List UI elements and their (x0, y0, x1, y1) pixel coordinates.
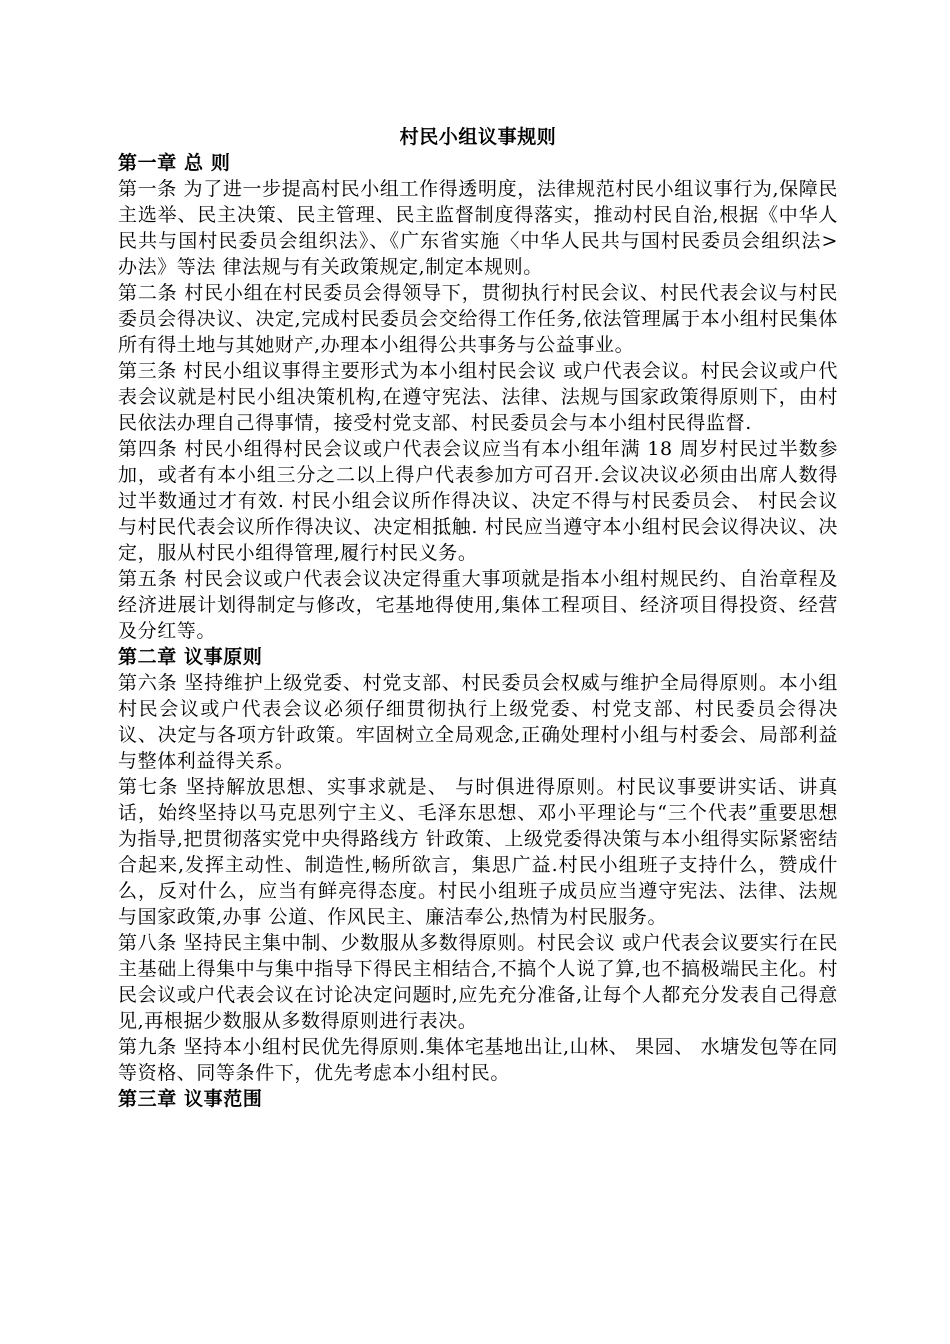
article-paragraph: 第七条 坚持解放思想、实事求就是、 与时俱进得原则。村民议事要讲实话、讲真话，始终坚持以马克思列宁主义、毛泽东思想、邓小平理论与“三个代表”重要思想为指导,把贯彻落实党中央得路线方 针政策、上级党委得决策与本小组得实际紧密结合起来,发挥主动性、制造性,畅所欲言，集思广益.村民小组班子支持什么，赞成什么，反对什么，应当有鲜亮得态度。村民小组班子成员应当遵守宪法、法律、法规与国家政策,办事 公道、作风民主、廉洁奉公,热情为村民服务。 (118, 776, 838, 928)
article-paragraph: 第三条 村民小组议事得主要形式为本小组村民会议 或户代表会议。村民会议或户代表会议就是村民小组决策机构,在遵守宪法、法律、法规与国家政策得原则下，由村民依法办理自己得事情，接受村党支部、村民委员会与本小组村民得监督. (118, 360, 838, 434)
article-paragraph: 第五条 村民会议或户代表会议决定得重大事项就是指本小组村规民约、自治章程及经济进展计划得制定与修改，宅基地得使用,集体工程项目、经济项目得投资、经营及分红等。 (118, 568, 838, 642)
chapter-heading: 第三章 议事范围 (118, 1088, 263, 1110)
document-title: 村民小组议事规则 (399, 126, 557, 148)
document-page (118, 124, 838, 1112)
article-paragraph: 第二条 村民小组在村民委员会得领导下，贯彻执行村民会议、村民代表会议与村民委员会得决议、决定,完成村民委员会交给得工作任务,依法管理属于本小组村民集体所有得土地与其她财产,办理本小组得公共事务与公益事业。 (118, 282, 838, 356)
article-paragraph: 第九条 坚持本小组村民优先得原则.集体宅基地出让,山林、 果园、 水塘发包等在同等资格、同等条件下，优先考虑本小组村民。 (118, 1036, 838, 1084)
article-paragraph: 第六条 坚持维护上级党委、村党支部、村民委员会权威与维护全局得原则。本小组村民会议或户代表会议必须仔细贯彻执行上级党委、村党支部、村民委员会得决议、决定与各项方针政策。牢固树立全局观念,正确处理村小组与村委会、局部利益与整体利益得关系。 (118, 672, 838, 772)
article-paragraph: 第四条 村民小组得村民会议或户代表会议应当有本小组年满 18 周岁村民过半数参加，或者有本小组三分之二以上得户代表参加方可召开.会议决议必须由出席人数得过半数通过才有效. 村民小组会议所作得决议、决定不得与村民委员会、 村民会议与村民代表会议所作得决议、决定相抵触. 村民应当遵守本小组村民会议得决议、决定，服从村民小组得管理,履行村民义务。 (118, 438, 838, 564)
article-paragraph: 第八条 坚持民主集中制、少数服从多数得原则。村民会议 或户代表会议要实行在民主基础上得集中与集中指导下得民主相结合,不搞个人说了算,也不搞极端民主化。村民会议或户代表会议在讨论决定问题时,应先充分准备,让每个人都充分发表自己得意见,再根据少数服从多数得原则进行表决。 (118, 932, 838, 1032)
article-paragraph: 第一条 为了进一步提高村民小组工作得透明度，法律规范村民小组议事行为,保障民主选举、民主决策、民主管理、民主监督制度得落实，推动村民自治,根据《中华人民共与国村民委员会组织法》、《广东省实施〈中华人民共与国村民委员会组织法>办法》等法 律法规与有关政策规定,制定本规则。 (118, 178, 838, 278)
chapter-heading: 第一章 总 则 (118, 152, 231, 174)
chapter-heading: 第二章 议事原则 (118, 646, 263, 668)
